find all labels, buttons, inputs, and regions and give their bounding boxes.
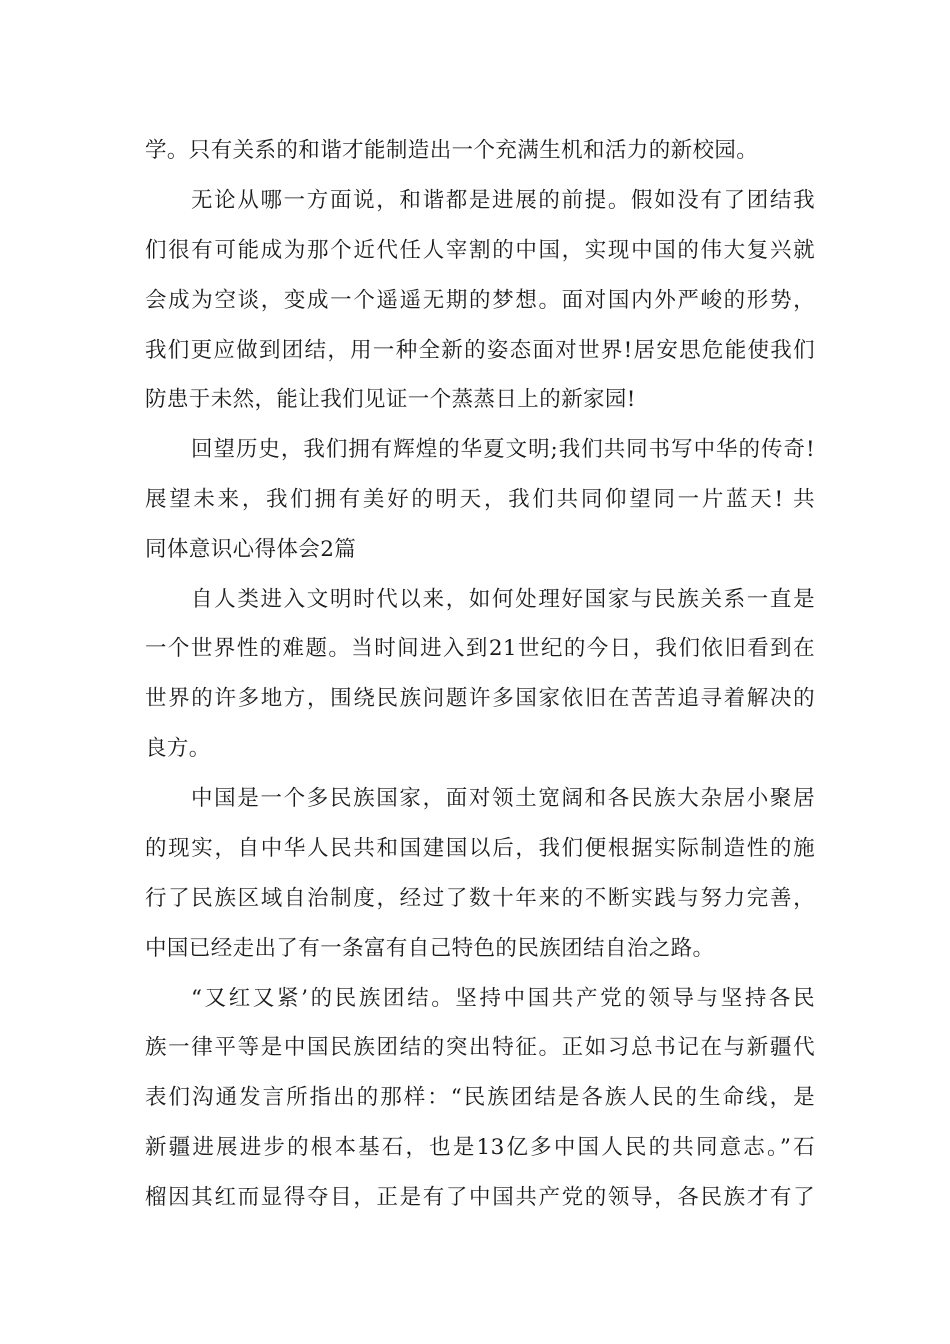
text-line: 会成为空谈，变成一个遥遥无期的梦想。面对国内外严峻的形势，: [145, 288, 815, 313]
text-line: 防患于未然，能让我们见证一个蒸蒸日上的新家园!: [145, 387, 636, 412]
text-line: 行了民族区域自治制度，经过了数十年来的不断实践与努力完善，: [145, 886, 815, 911]
text-line: 族一律平等是中国民族团结的突出特征。正如习总书记在与新疆代: [145, 1035, 815, 1060]
text-line: 表们沟通发言所指出的那样：“民族团结是各族人民的生命线，是: [145, 1085, 815, 1110]
text-line: 我们更应做到团结，用一种全新的姿态面对世界!居安思危能使我们: [145, 338, 815, 363]
section-heading: 同体意识心得体会2篇: [145, 537, 357, 562]
text-line: 学。只有关系的和谐才能制造出一个充满生机和活力的新校园。: [145, 138, 759, 163]
text-line: “又红又紧’的民族团结。坚持中国共产党的领导与坚持各民: [191, 986, 815, 1011]
text-line: 一个世界性的难题。当时间进入到21世纪的今日，我们依旧看到在: [145, 636, 815, 661]
text-line: 们很有可能成为那个近代任人宰割的中国，实现中国的伟大复兴就: [145, 238, 815, 263]
text-line: 展望未来，我们拥有美好的明天，我们共同仰望同一片蓝天! 共: [145, 487, 815, 512]
text-line: 的现实，自中华人民共和国建国以后，我们便根据实际制造性的施: [145, 836, 815, 861]
text-line: 中国已经走出了有一条富有自己特色的民族团结自治之路。: [145, 936, 715, 961]
text-line: 榴因其红而显得夺目，正是有了中国共产党的领导，各民族才有了: [145, 1185, 815, 1210]
text-line: 新疆进展进步的根本基石，也是13亿多中国人民的共同意志。”石: [145, 1135, 815, 1160]
text-line: 世界的许多地方，围绕民族问题许多国家依旧在苦苦追寻着解决的: [145, 686, 815, 711]
text-line: 无论从哪一方面说，和谐都是进展的前提。假如没有了团结我: [191, 188, 815, 213]
text-line: 中国是一个多民族国家，面对领土宽阔和各民族大杂居小聚居: [191, 786, 815, 811]
text-line: 良方。: [145, 736, 211, 761]
text-line: 自人类进入文明时代以来，如何处理好国家与民族关系一直是: [191, 587, 815, 612]
text-line: 回望历史，我们拥有辉煌的华夏文明;我们共同书写中华的传奇!: [191, 437, 815, 462]
